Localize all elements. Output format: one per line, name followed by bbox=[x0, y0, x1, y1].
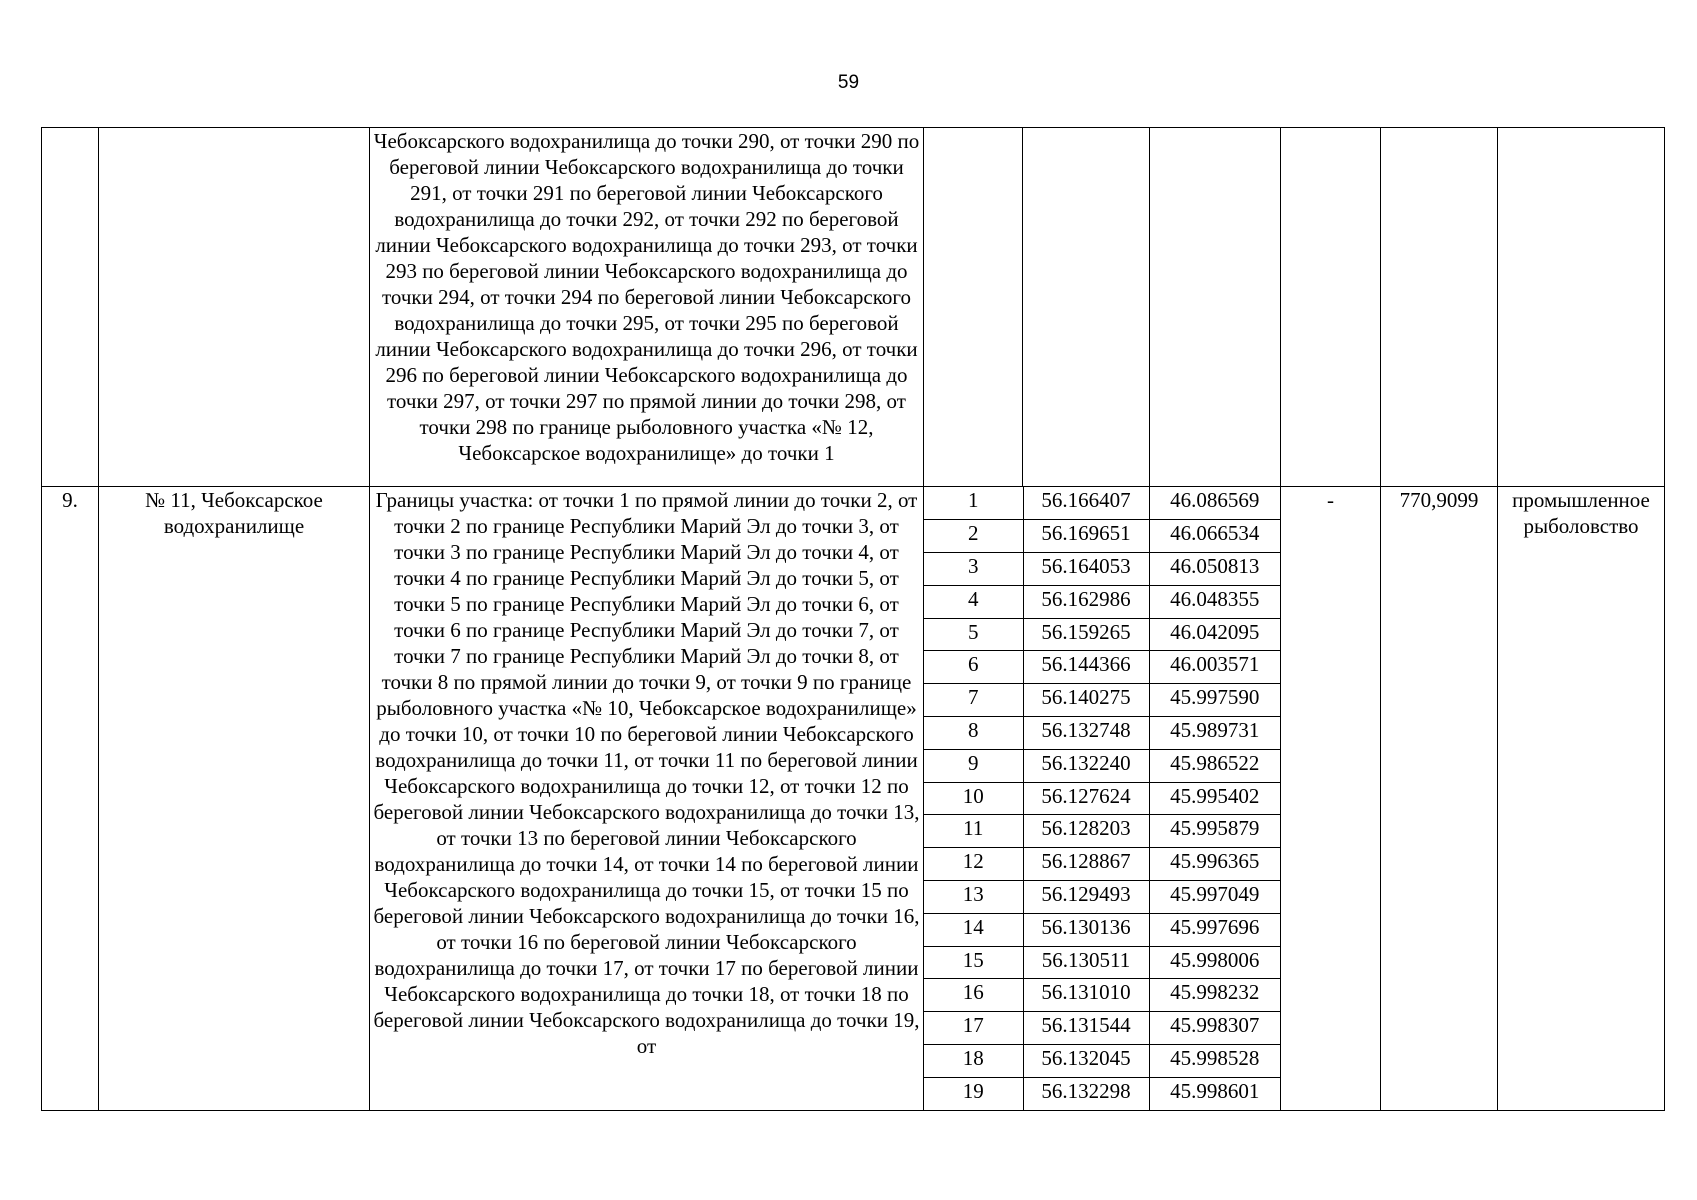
coordinates-table bbox=[924, 487, 1280, 1110]
latitude-value: 56.127624 bbox=[1023, 782, 1149, 815]
cell-description-continued: Чебоксарского водохранилища до точки 290, от точки 290 по береговой линии Чебоксарского водохранилища до точки 291, от точки 291 по береговой линии Чебоксарского водохранилища до точки 292, от точки 292 по береговой линии Чебоксарского водохранилища до точки 293, от точки 293 по береговой линии Чебоксарского водохранилища до точки 294, от точки 294 по береговой линии Чебоксарского водохранилища до точки 295, от точки 295 по береговой линии Чебоксарского водохранилища до точки 296, от точки 296 по береговой линии Чебоксарского водохранилища до точки 297, от точки 297 по прямой линии до точки 298, от точки 298 по границе рыболовного участка «№ 12, Чебоксарское водохранилище» до точки 1 bbox=[370, 128, 924, 487]
coordinate-row bbox=[924, 1012, 1280, 1045]
cell-lon-empty bbox=[1149, 128, 1280, 487]
point-number: 9 bbox=[924, 749, 1023, 782]
latitude-value: 56.166407 bbox=[1023, 487, 1149, 520]
coordinate-row bbox=[924, 585, 1280, 618]
latitude-value: 56.132045 bbox=[1023, 1045, 1149, 1078]
fishing-areas-table bbox=[41, 127, 1665, 1111]
longitude-value: 46.003571 bbox=[1149, 651, 1280, 684]
latitude-value: 56.144366 bbox=[1023, 651, 1149, 684]
point-number: 4 bbox=[924, 585, 1023, 618]
coordinate-row bbox=[924, 946, 1280, 979]
cell-number: 9. bbox=[42, 487, 99, 1111]
coordinate-row bbox=[924, 979, 1280, 1012]
coordinate-row bbox=[924, 848, 1280, 881]
latitude-value: 56.129493 bbox=[1023, 881, 1149, 914]
latitude-value: 56.159265 bbox=[1023, 618, 1149, 651]
cell-dash-empty bbox=[1281, 128, 1381, 487]
coordinate-row bbox=[924, 881, 1280, 914]
page-number: 59 bbox=[837, 72, 860, 93]
longitude-value: 45.997049 bbox=[1149, 881, 1280, 914]
point-number: 11 bbox=[924, 815, 1023, 848]
latitude-value: 56.131544 bbox=[1023, 1012, 1149, 1045]
longitude-value: 45.995879 bbox=[1149, 815, 1280, 848]
point-number: 10 bbox=[924, 782, 1023, 815]
latitude-value: 56.132240 bbox=[1023, 749, 1149, 782]
cell-area-value: 770,9099 bbox=[1381, 487, 1498, 1111]
point-number: 8 bbox=[924, 717, 1023, 750]
cell-area-empty bbox=[1381, 128, 1498, 487]
coordinate-row bbox=[924, 1077, 1280, 1110]
longitude-value: 45.998232 bbox=[1149, 979, 1280, 1012]
cell-lat-empty bbox=[1023, 128, 1149, 487]
point-number: 19 bbox=[924, 1077, 1023, 1110]
point-number: 14 bbox=[924, 913, 1023, 946]
cell-name-empty bbox=[99, 128, 370, 487]
latitude-value: 56.128867 bbox=[1023, 848, 1149, 881]
longitude-value: 45.995402 bbox=[1149, 782, 1280, 815]
cell-use-empty bbox=[1498, 128, 1665, 487]
coordinate-row bbox=[924, 520, 1280, 553]
point-number: 15 bbox=[924, 946, 1023, 979]
coordinate-row bbox=[924, 1045, 1280, 1078]
cell-boundary-description: Границы участка: от точки 1 по прямой линии до точки 2, от точки 2 по границе Республики Марий Эл до точки 3, от точки 3 по границе Республики Марий Эл до точки 4, от точки 4 по границе Республики Марий Эл до точки 5, от точки 5 по границе Республики Марий Эл до точки 6, от точки 6 по границе Республики Марий Эл до точки 7, от точки 7 по границе Республики Марий Эл до точки 8, от точки 8 по прямой линии до точки 9, от точки 9 по границе рыболовного участка «№ 10, Чебоксарское водохранилище» до точки 10, от точки 10 по береговой линии Чебоксарского водохранилища до точки 11, от точки 11 по береговой линии Чебоксарского водохранилища до точки 12, от точки 12 по береговой линии Чебоксарского водохранилища до точки 13, от точки 13 по береговой линии Чебоксарского водохранилища до точки 14, от точки 14 по береговой линии Чебоксарского водохранилища до точки 15, от точки 15 по береговой линии Чебоксарского водохранилища до точки 16, от точки 16 по береговой линии Чебоксарского водохранилища до точки 17, от точки 17 по береговой линии Чебоксарского водохранилища до точки 18, от точки 18 по береговой линии Чебоксарского водохранилища до точки 19, от bbox=[370, 487, 924, 1111]
coordinate-row bbox=[924, 618, 1280, 651]
longitude-value: 45.998528 bbox=[1149, 1045, 1280, 1078]
longitude-value: 45.998601 bbox=[1149, 1077, 1280, 1110]
point-number: 12 bbox=[924, 848, 1023, 881]
latitude-value: 56.140275 bbox=[1023, 684, 1149, 717]
point-number: 1 bbox=[924, 487, 1023, 520]
coordinate-row bbox=[924, 684, 1280, 717]
latitude-value: 56.132748 bbox=[1023, 717, 1149, 750]
coordinates-cell bbox=[924, 487, 1281, 1111]
cell-area-name: № 11, Чебоксарское водохранилище bbox=[99, 487, 370, 1111]
longitude-value: 46.048355 bbox=[1149, 585, 1280, 618]
point-number: 2 bbox=[924, 520, 1023, 553]
latitude-value: 56.128203 bbox=[1023, 815, 1149, 848]
cell-point-empty bbox=[924, 128, 1023, 487]
point-number: 6 bbox=[924, 651, 1023, 684]
coordinate-row bbox=[924, 717, 1280, 750]
latitude-value: 56.132298 bbox=[1023, 1077, 1149, 1110]
latitude-value: 56.130511 bbox=[1023, 946, 1149, 979]
coordinate-row bbox=[924, 815, 1280, 848]
point-number: 5 bbox=[924, 618, 1023, 651]
table-row-area-9 bbox=[42, 487, 1665, 1111]
coordinate-row bbox=[924, 651, 1280, 684]
cell-dash: - bbox=[1281, 487, 1381, 1111]
cell-usage-type: промышленное рыболовство bbox=[1498, 487, 1665, 1111]
longitude-value: 46.050813 bbox=[1149, 553, 1280, 586]
latitude-value: 56.130136 bbox=[1023, 913, 1149, 946]
longitude-value: 45.997590 bbox=[1149, 684, 1280, 717]
point-number: 16 bbox=[924, 979, 1023, 1012]
cell-number-empty bbox=[42, 128, 99, 487]
latitude-value: 56.169651 bbox=[1023, 520, 1149, 553]
longitude-value: 46.042095 bbox=[1149, 618, 1280, 651]
longitude-value: 45.986522 bbox=[1149, 749, 1280, 782]
point-number: 17 bbox=[924, 1012, 1023, 1045]
latitude-value: 56.162986 bbox=[1023, 585, 1149, 618]
point-number: 3 bbox=[924, 553, 1023, 586]
longitude-value: 45.997696 bbox=[1149, 913, 1280, 946]
coordinate-row bbox=[924, 749, 1280, 782]
coordinate-row bbox=[924, 553, 1280, 586]
longitude-value: 45.996365 bbox=[1149, 848, 1280, 881]
longitude-value: 45.998307 bbox=[1149, 1012, 1280, 1045]
table-row-continued bbox=[42, 128, 1665, 487]
longitude-value: 46.066534 bbox=[1149, 520, 1280, 553]
coordinate-row bbox=[924, 913, 1280, 946]
coordinate-row bbox=[924, 487, 1280, 520]
latitude-value: 56.131010 bbox=[1023, 979, 1149, 1012]
latitude-value: 56.164053 bbox=[1023, 553, 1149, 586]
coordinate-row bbox=[924, 782, 1280, 815]
longitude-value: 45.989731 bbox=[1149, 717, 1280, 750]
point-number: 13 bbox=[924, 881, 1023, 914]
longitude-value: 46.086569 bbox=[1149, 487, 1280, 520]
point-number: 18 bbox=[924, 1045, 1023, 1078]
point-number: 7 bbox=[924, 684, 1023, 717]
longitude-value: 45.998006 bbox=[1149, 946, 1280, 979]
